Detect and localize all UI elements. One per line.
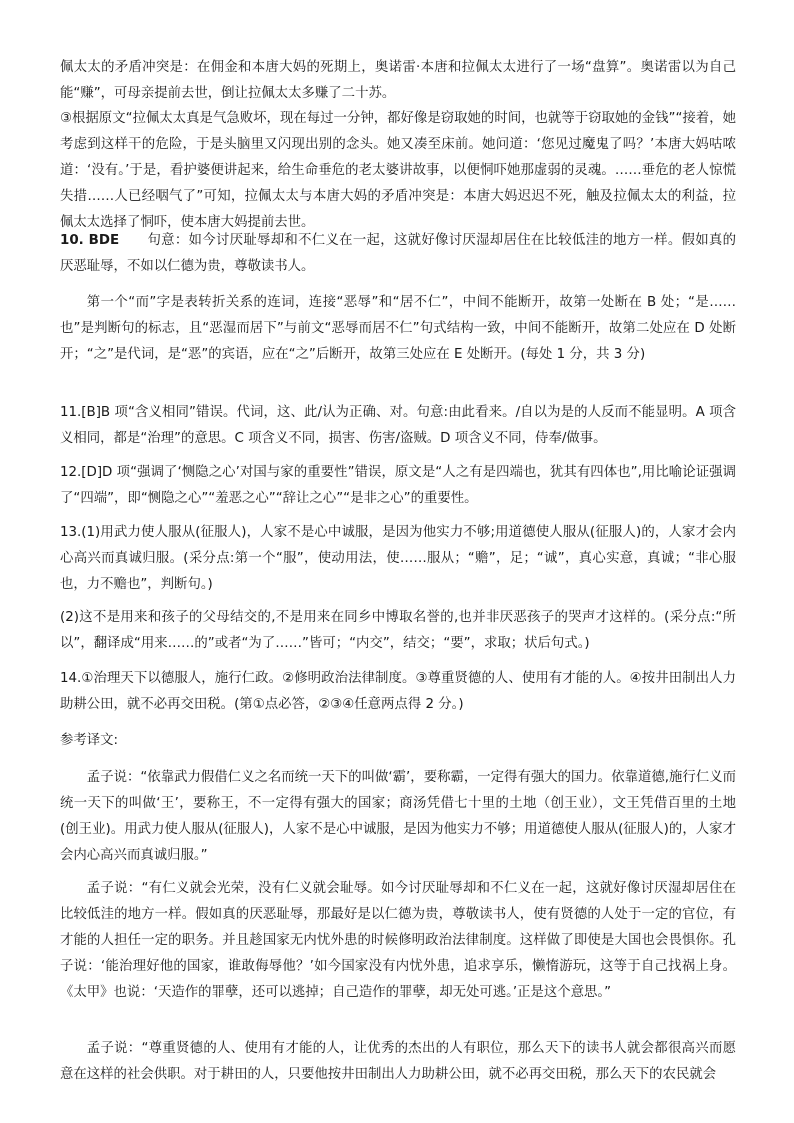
answer-10-explanation: 第一个“而”字是表转折关系的连词，连接“恶辱”和“居不仁”，中间不能断开，故第一处断在 B 处；“是……也”是判断句的标志，且“恶湿而居下”与前文“恶辱而居不仁”句式结构一致，中间不能断开，故第二处应在 D 处断开；“之”是代词，是“恶”的宾语，应在“之”后断开，故第三处应在 E 处断开。(每处 1 分，共 3 分) (60, 295, 736, 362)
answer-paragraph-2: ③根据原文“拉佩太太真是气急败坏，现在每过一分钟，都好像是窃取她的时间，也就等于窃取她的金钱”“接着，她考虑到这样干的危险，于是头脑里又闪现出别的念头。她又凑至床前。她问道：‘您见过魔鬼了吗？’本唐大妈咕哝道：‘没有。’于是，看护婆便讲起来，给生命垂危的老太婆讲故事，以便恫吓她那虚弱的灵魂。……垂危的老人惊慌失措……人已经咽气了”可知，拉佩太太与本唐大妈的矛盾冲突是：本唐大妈迟迟不死，触及拉佩太太的利益，拉佩太太选择了恫吓，使本唐大妈提前去世。 (60, 111, 736, 230)
answer-paragraph-1: 佩太太的矛盾冲突是：在佣金和本唐大妈的死期上，奥诺雷·本唐和拉佩太太进行了一场“盘算”。奥诺雷以为自己能“赚”，可母亲提前去世，倒让拉佩太太多赚了二十苏。 (60, 60, 736, 101)
translation-paragraph-2: 孟子说：“有仁义就会光荣，没有仁义就会耻辱。如今讨厌耻辱却和不仁义在一起，这就好像讨厌湿却居住在比较低洼的地方一样。假如真的厌恶耻辱，那最好是以仁德为贵，尊敬读书人，使有贤德的人处于一定的官位，有才能的人担任一定的职务。并且趁国家无内忧外患的时候修明政治法律制度。这样做了即使是大国也会畏惧你。孔子说：‘能治理好他的国家，谁敢侮辱他？’如今国家没有内忧外患，追求享乐，懒惰游玩，这等于自己找祸上身。《太甲》也说：‘天造作的罪孽，还可以逃掉；自己造作的罪孽，却无处可逃。’正是这个意思。” (60, 881, 736, 1000)
answer-14: 14.①治理天下以德服人，施行仁政。②修明政治法律制度。③尊重贤德的人、使用有才能的人。④按井田制出人力助耕公田，就不必再交田税。(第①点必答，②③④任意两点得 2 分。) (60, 671, 736, 712)
translation-paragraph-3: 孟子说：“尊重贤德的人、使用有才能的人，让优秀的杰出的人有职位，那么天下的读书人就会都很高兴而愿意在这样的社会供职。对于耕田的人，只要他按井田制出人力助耕公田，就不必再交田税，那么天下的农民就会 (60, 1041, 736, 1082)
answer-10-sentence (60, 228, 736, 280)
reference-translation-heading: 参考译文: (60, 733, 119, 748)
answer-12: 12.[D]D 项“强调了‘恻隐之心’对国与家的重要性”错误，原文是“人之有是四端也，犹其有四体也”,用比喻论证强调了“四端”，即“恻隐之心”“羞恶之心”“辞让之心”“是非之心”的重要性。 (60, 465, 736, 506)
question-10-number: 10. BDE (60, 233, 120, 248)
answer-13-2: (2)这不是用来和孩子的父母结交的,不是用来在同乡中博取名誉的,也并非厌恶孩子的哭声才这样的。(采分点:“所以”，翻译成“用来……的”或者“为了……”皆可；“内交”，结交；“要”，求取；状后句式。) (60, 610, 736, 651)
translation-paragraph-1: 孟子说：“依靠武力假借仁义之名而统一天下的叫做‘霸’，要称霸，一定得有强大的国力。依靠道德,施行仁义而统一天下的叫做‘王’，要称王，不一定得有强大的国家；商汤凭借七十里的土地（创王业），文王凭借百里的土地(创王业)。用武力使人服从(征服人)，人家不是心中诚服，是因为他实力不够；用道德使人服从(征服人)的，人家才会内心高兴而真诚归服。” (60, 770, 736, 863)
answer-11: 11.[B]B 项“含义相同”错误。代词，这、此/认为正确、对。句意:由此看来。/自以为是的人反而不能显明。A 项含义相同，都是“治理”的意思。C 项含义不同，损害、伤害/盗贼。D 项含义不同，侍奉/做事。 (60, 405, 736, 446)
answer-13-1: 13.(1)用武力使人服从(征服人)，人家不是心中诚服，是因为他实力不够;用道德使人服从(征服人)的，人家才会内心高兴而真诚归服。(采分点:第一个“服”，使动用法，使……服从；“赡”，足；“诚”，真心实意，真诚；“非心服也，力不赡也”，判断句。) (60, 525, 736, 592)
answer-10-translation: 句意：如今讨厌耻辱却和不仁义在一起，这就好像讨厌湿却居住在比较低洼的地方一样。假如真的厌恶耻辱，不如以仁德为贵，尊敬读书人。 (60, 233, 736, 274)
